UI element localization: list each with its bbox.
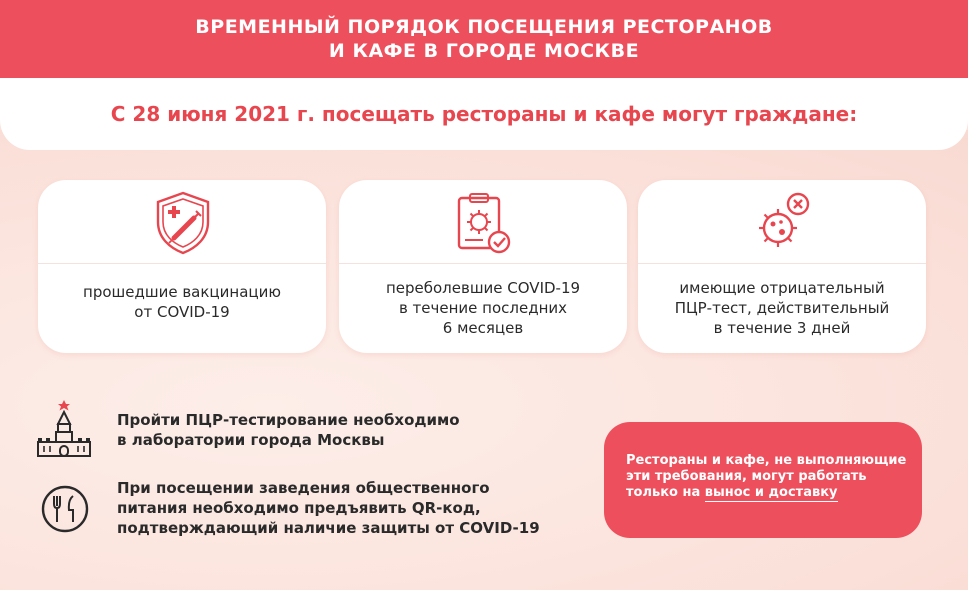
alert-text-line (626, 485, 916, 501)
subheader-text: С 28 июня 2021 г. посещать рестораны и кафе могут граждане: (110, 102, 858, 126)
card-recovered (339, 180, 627, 353)
card-negative-test (638, 180, 926, 353)
card-text (349, 278, 617, 338)
card-text-line: переболевшие COVID-19 (385, 279, 581, 297)
plate-cutlery-icon (40, 484, 90, 534)
card-text-line: 6 месяцев (442, 319, 524, 337)
shield-syringe-icon (152, 190, 214, 256)
card-text-line: от COVID-19 (134, 303, 230, 321)
alert-text (626, 453, 916, 501)
subheader-bar (0, 78, 968, 150)
header-title-line-2: И КАФЕ В ГОРОДЕ МОСКВЕ (328, 40, 640, 62)
card-vaccinated (38, 180, 326, 353)
card-text-line: прошедшие вакцинацию (83, 283, 281, 301)
alert-text-prefix: только на (626, 485, 705, 500)
alert-text-line: эти требования, могут работать (626, 469, 867, 484)
card-divider (638, 263, 926, 264)
card-divider (38, 263, 326, 264)
card-text-line: ПЦР-тест, действительный (674, 299, 890, 317)
header-title-line-1: ВРЕМЕННЫЙ ПОРЯДОК ПОСЕЩЕНИЯ РЕСТОРАНОВ (195, 16, 773, 38)
info-text-line: в лаборатории города Москвы (117, 431, 385, 449)
info-pcr-lab (117, 410, 597, 450)
info-text-line: При посещении заведения общественного (117, 479, 490, 497)
virus-cross-icon (752, 190, 814, 256)
kremlin-tower-icon (34, 398, 94, 458)
alert-text-line: Рестораны и кафе, не выполняющие (626, 453, 907, 468)
info-text-line: подтверждающий наличие защиты от COVID-19 (117, 519, 540, 537)
info-text-line: Пройти ПЦР-тестирование необходимо (117, 411, 460, 429)
clipboard-virus-icon (453, 190, 515, 256)
card-text (648, 278, 916, 338)
info-text-line: питания необходимо предъявить QR-код, (117, 499, 481, 517)
card-text-line: в течение последних (398, 299, 568, 317)
card-divider (339, 263, 627, 264)
alert-text-emphasis: вынос и доставку (704, 485, 838, 500)
card-text (48, 282, 316, 322)
page-header (0, 0, 968, 78)
card-text-line: в течение 3 дней (713, 319, 851, 337)
info-qr-code (117, 478, 597, 538)
card-text-line: имеющие отрицательный (679, 279, 885, 297)
alert-box (604, 422, 922, 538)
